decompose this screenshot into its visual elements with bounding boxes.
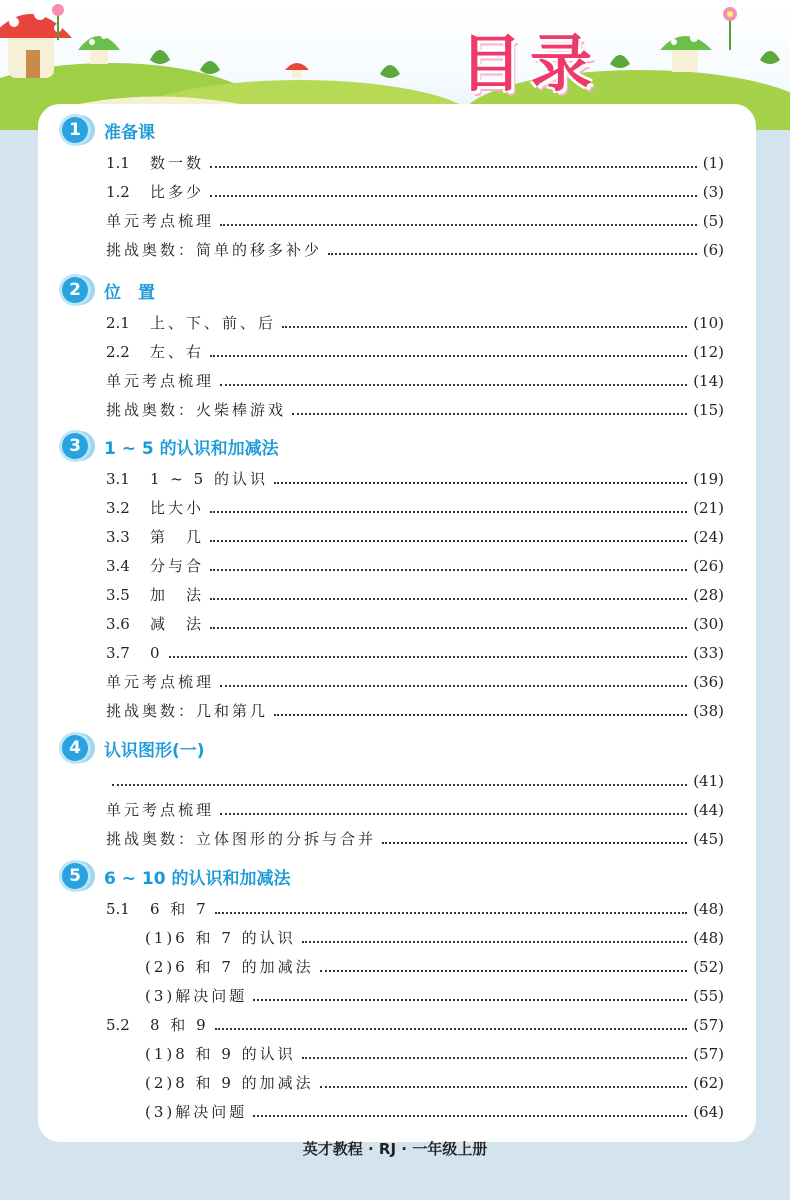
dot-leader (382, 842, 687, 844)
entry-label: (3)解决问题 (145, 987, 248, 1005)
toc-entry (106, 341, 724, 363)
entry-number: 2.1 (106, 314, 130, 332)
entry-page-number: (5) (702, 212, 724, 230)
toc-entry (106, 370, 724, 392)
toc-entry (106, 613, 724, 635)
entry-page-number: (36) (693, 673, 724, 691)
entry-label: 单元考点梳理 (106, 372, 215, 390)
dot-leader (274, 482, 687, 484)
entry-label: 加 法 (150, 586, 205, 604)
entry-number: 5.1 (106, 900, 130, 918)
entry-page-number: (26) (693, 557, 724, 575)
entry-label: 减 法 (150, 615, 205, 633)
toc-entry (106, 770, 724, 792)
entry-label: (2)6 和 7 的加减法 (145, 958, 314, 976)
entry-label: 挑战奥数：简单的移多补少 (106, 241, 323, 259)
entry-page-number: (21) (693, 499, 724, 517)
entry-number: 3.7 (106, 644, 130, 662)
entry-page-number: (24) (693, 528, 724, 546)
toc-entry (106, 399, 724, 421)
entry-label: (2)8 和 9 的加减法 (145, 1074, 314, 1092)
entry-number: 1.1 (106, 154, 130, 172)
section-number-badge: 2 (62, 277, 88, 303)
entry-page-number: (55) (693, 987, 724, 1005)
toc-entry (106, 312, 724, 334)
section-title: 准备课 (104, 122, 155, 143)
entry-page-number: (6) (702, 241, 724, 259)
entry-page-number: (12) (693, 343, 724, 361)
toc-entry (106, 152, 724, 174)
section-number-badge: 3 (62, 433, 88, 459)
entry-number: 3.4 (106, 557, 130, 575)
toc-entry (106, 555, 724, 577)
toc-entry (106, 642, 724, 664)
dot-leader (210, 569, 687, 571)
entry-label: (1)8 和 9 的认识 (145, 1045, 296, 1063)
section-number-badge: 5 (62, 863, 88, 889)
entry-page-number: (57) (693, 1016, 724, 1034)
entry-page-number: (3) (702, 183, 724, 201)
section-title: 6 ~ 10 的认识和加减法 (104, 868, 291, 889)
dot-leader (210, 195, 697, 197)
dot-leader (292, 413, 687, 415)
toc-entry (106, 700, 724, 722)
entry-page-number: (62) (693, 1074, 724, 1092)
dot-leader (210, 598, 687, 600)
entry-number: 5.2 (106, 1016, 130, 1034)
dot-leader (282, 326, 687, 328)
section-title: 认识图形(一) (104, 740, 205, 761)
toc-entry (145, 927, 724, 949)
dot-leader (302, 1057, 688, 1059)
dot-leader (274, 714, 687, 716)
entry-page-number: (45) (693, 830, 724, 848)
entry-number: 3.3 (106, 528, 130, 546)
entry-page-number: (28) (693, 586, 724, 604)
toc-entry (106, 828, 724, 850)
dot-leader (220, 813, 687, 815)
dot-leader (220, 685, 687, 687)
toc-entry (106, 671, 724, 693)
dot-leader (220, 384, 687, 386)
entry-label: 单元考点梳理 (106, 801, 215, 819)
section-number-badge: 4 (62, 735, 88, 761)
toc-entry (106, 239, 724, 261)
toc-entry (106, 526, 724, 548)
dot-leader (220, 224, 697, 226)
toc-entry (106, 181, 724, 203)
entry-label: 比大小 (150, 499, 205, 517)
toc-entry (145, 985, 724, 1007)
entry-number: 3.2 (106, 499, 130, 517)
entry-page-number: (57) (693, 1045, 724, 1063)
entry-page-number: (48) (693, 900, 724, 918)
toc-entry (106, 497, 724, 519)
entry-label: 上、下、前、后 (150, 314, 277, 332)
entry-number: 3.1 (106, 470, 130, 488)
toc-entry (106, 210, 724, 232)
dot-leader (112, 784, 687, 786)
toc-entry (145, 1101, 724, 1123)
entry-label: 第 几 (150, 528, 205, 546)
entry-page-number: (64) (693, 1103, 724, 1121)
entry-page-number: (52) (693, 958, 724, 976)
section-heading (62, 862, 291, 890)
entry-label: 1 ~ 5 的认识 (150, 470, 268, 488)
entry-label: 0 (150, 644, 163, 662)
entry-label: 挑战奥数：火柴棒游戏 (106, 401, 287, 419)
entry-label: (1)6 和 7 的认识 (145, 929, 296, 947)
toc-entry (145, 1072, 724, 1094)
dot-leader (328, 253, 697, 255)
entry-label: (3)解决问题 (145, 1103, 248, 1121)
entry-number: 3.6 (106, 615, 130, 633)
section-heading (62, 432, 279, 460)
entry-label: 数一数 (150, 154, 205, 172)
dot-leader (210, 627, 687, 629)
dot-leader (215, 912, 688, 914)
dot-leader (210, 540, 687, 542)
dot-leader (253, 1115, 687, 1117)
entry-label: 挑战奥数：几和第几 (106, 702, 269, 720)
entry-label: 单元考点梳理 (106, 673, 215, 691)
entry-page-number: (41) (693, 772, 724, 790)
dot-leader (320, 970, 688, 972)
entry-page-number: (14) (693, 372, 724, 390)
entry-page-number: (44) (693, 801, 724, 819)
section-title: 1 ~ 5 的认识和加减法 (104, 438, 279, 459)
entry-page-number: (38) (693, 702, 724, 720)
entry-label: 比多少 (150, 183, 205, 201)
entry-label: 左、右 (150, 343, 205, 361)
entry-label: 挑战奥数：立体图形的分拆与合并 (106, 830, 377, 848)
dot-leader (302, 941, 688, 943)
entry-label: 分与合 (150, 557, 205, 575)
section-heading (62, 734, 205, 762)
dot-leader (253, 999, 687, 1001)
toc-entry (106, 468, 724, 490)
dot-leader (210, 166, 697, 168)
entry-number: 3.5 (106, 586, 130, 604)
toc-entry (106, 1014, 724, 1036)
section-number-badge: 1 (62, 117, 88, 143)
entry-page-number: (10) (693, 314, 724, 332)
toc-entry (145, 1043, 724, 1065)
section-heading (62, 116, 155, 144)
dot-leader (320, 1086, 688, 1088)
entry-label: 6 和 7 (150, 900, 209, 918)
dot-leader (215, 1028, 688, 1030)
entry-page-number: (48) (693, 929, 724, 947)
toc-entry (145, 956, 724, 978)
entry-label: 单元考点梳理 (106, 212, 215, 230)
dot-leader (210, 355, 687, 357)
section-heading (62, 276, 155, 304)
entry-number: 2.2 (106, 343, 130, 361)
entry-page-number: (19) (693, 470, 724, 488)
toc-entry (106, 898, 724, 920)
entry-number: 1.2 (106, 183, 130, 201)
footer-text: 英才教程 · RJ · 一年级上册 (302, 1140, 488, 1158)
entry-page-number: (1) (702, 154, 724, 172)
section-title: 位 置 (104, 282, 155, 303)
entry-page-number: (15) (693, 401, 724, 419)
entry-page-number: (30) (693, 615, 724, 633)
dot-leader (169, 656, 688, 658)
entry-page-number: (33) (693, 644, 724, 662)
entry-label: 8 和 9 (150, 1016, 209, 1034)
toc-entry (106, 584, 724, 606)
dot-leader (210, 511, 687, 513)
page-title: 目录 (459, 27, 600, 100)
toc-entry (106, 799, 724, 821)
